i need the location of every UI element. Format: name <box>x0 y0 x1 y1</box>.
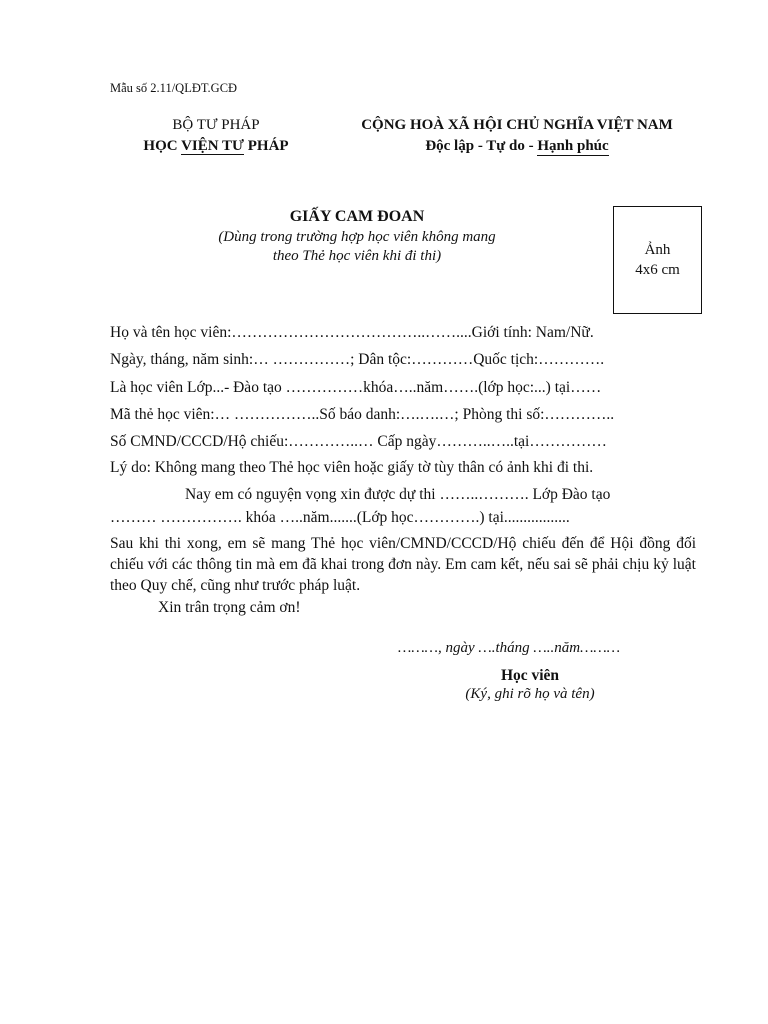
document-title: GIẤY CAM ĐOAN <box>289 208 425 225</box>
signature-note: (Ký, ghi rõ họ và tên) <box>465 686 595 702</box>
field-class-course: Là học viên Lớp...- Đào tạo ……………khóa…..năm…….(lớp học:...) tại…… <box>110 379 602 396</box>
academy-name-underlined: VIỆN TƯ <box>181 138 244 154</box>
field-full-name: Họ và tên học viên:………………………………..……....Giới tính: Nam/Nữ. <box>110 324 594 341</box>
photo-placeholder-box <box>613 206 702 314</box>
ministry-name: BỘ TƯ PHÁP <box>172 117 260 133</box>
wish-line-2: ……… ……………. khóa …..năm.......(Lớp học………….) tại................. <box>110 509 570 526</box>
photo-size: 4x6 cm <box>635 262 680 278</box>
document-subtitle-line-2: theo Thẻ học viên khi đi thi) <box>272 248 442 264</box>
document-subtitle-line-1: (Dùng trong trường hợp học viên không mang <box>218 229 496 245</box>
national-header <box>336 115 698 157</box>
signature-date-line: ………, ngày ….tháng …..năm……… <box>398 640 621 656</box>
field-student-card-exam: Mã thẻ học viên:… ……………..Số báo danh:….….…; Phòng thi số:………….. <box>110 406 615 423</box>
thanks-line: Xin trân trọng cảm ơn! <box>158 599 301 616</box>
title-block <box>150 206 564 266</box>
issuer-header <box>120 115 312 157</box>
wish-line-1: Nay em có nguyện vọng xin được dự thi ……..………. Lớp Đào tạo <box>185 486 611 503</box>
motto-prefix: Độc lập - Tự do - <box>425 138 538 154</box>
field-reason: Lý do: Không mang theo Thẻ học viên hoặc giấy tờ tùy thân có ảnh khi đi thi. <box>110 459 594 476</box>
form-number: Mẫu số 2.11/QLĐT.GCĐ <box>110 81 238 95</box>
academy-name-suffix: PHÁP <box>244 138 289 154</box>
photo-label: Ảnh <box>644 242 671 258</box>
field-id-document: Số CMND/CCCD/Hộ chiếu:…………..… Cấp ngày………..…..tại…………… <box>110 433 607 450</box>
field-birth-ethnicity-nationality: Ngày, tháng, năm sinh:… ……………; Dân tộc:…………Quốc tịch:…………. <box>110 351 605 368</box>
academy-name-prefix: HỌC <box>143 138 182 154</box>
commitment-paragraph: Sau khi thi xong, em sẽ mang Thẻ học viên/CMND/CCCD/Hộ chiếu đến để Hội đồng đối chiếu với các thông tin mà em đã khai trong đơn này. Em cam kết, nếu sai sẽ phải chịu kỷ luật theo Quy chế, cũng như trước pháp luật. <box>110 535 696 594</box>
signature-role: Học viên <box>500 667 560 684</box>
national-motto <box>336 136 698 157</box>
academy-name <box>120 136 312 157</box>
motto-underlined: Hạnh phúc <box>537 138 609 154</box>
country-name: CỘNG HOÀ XÃ HỘI CHỦ NGHĨA VIỆT NAM <box>361 117 673 133</box>
